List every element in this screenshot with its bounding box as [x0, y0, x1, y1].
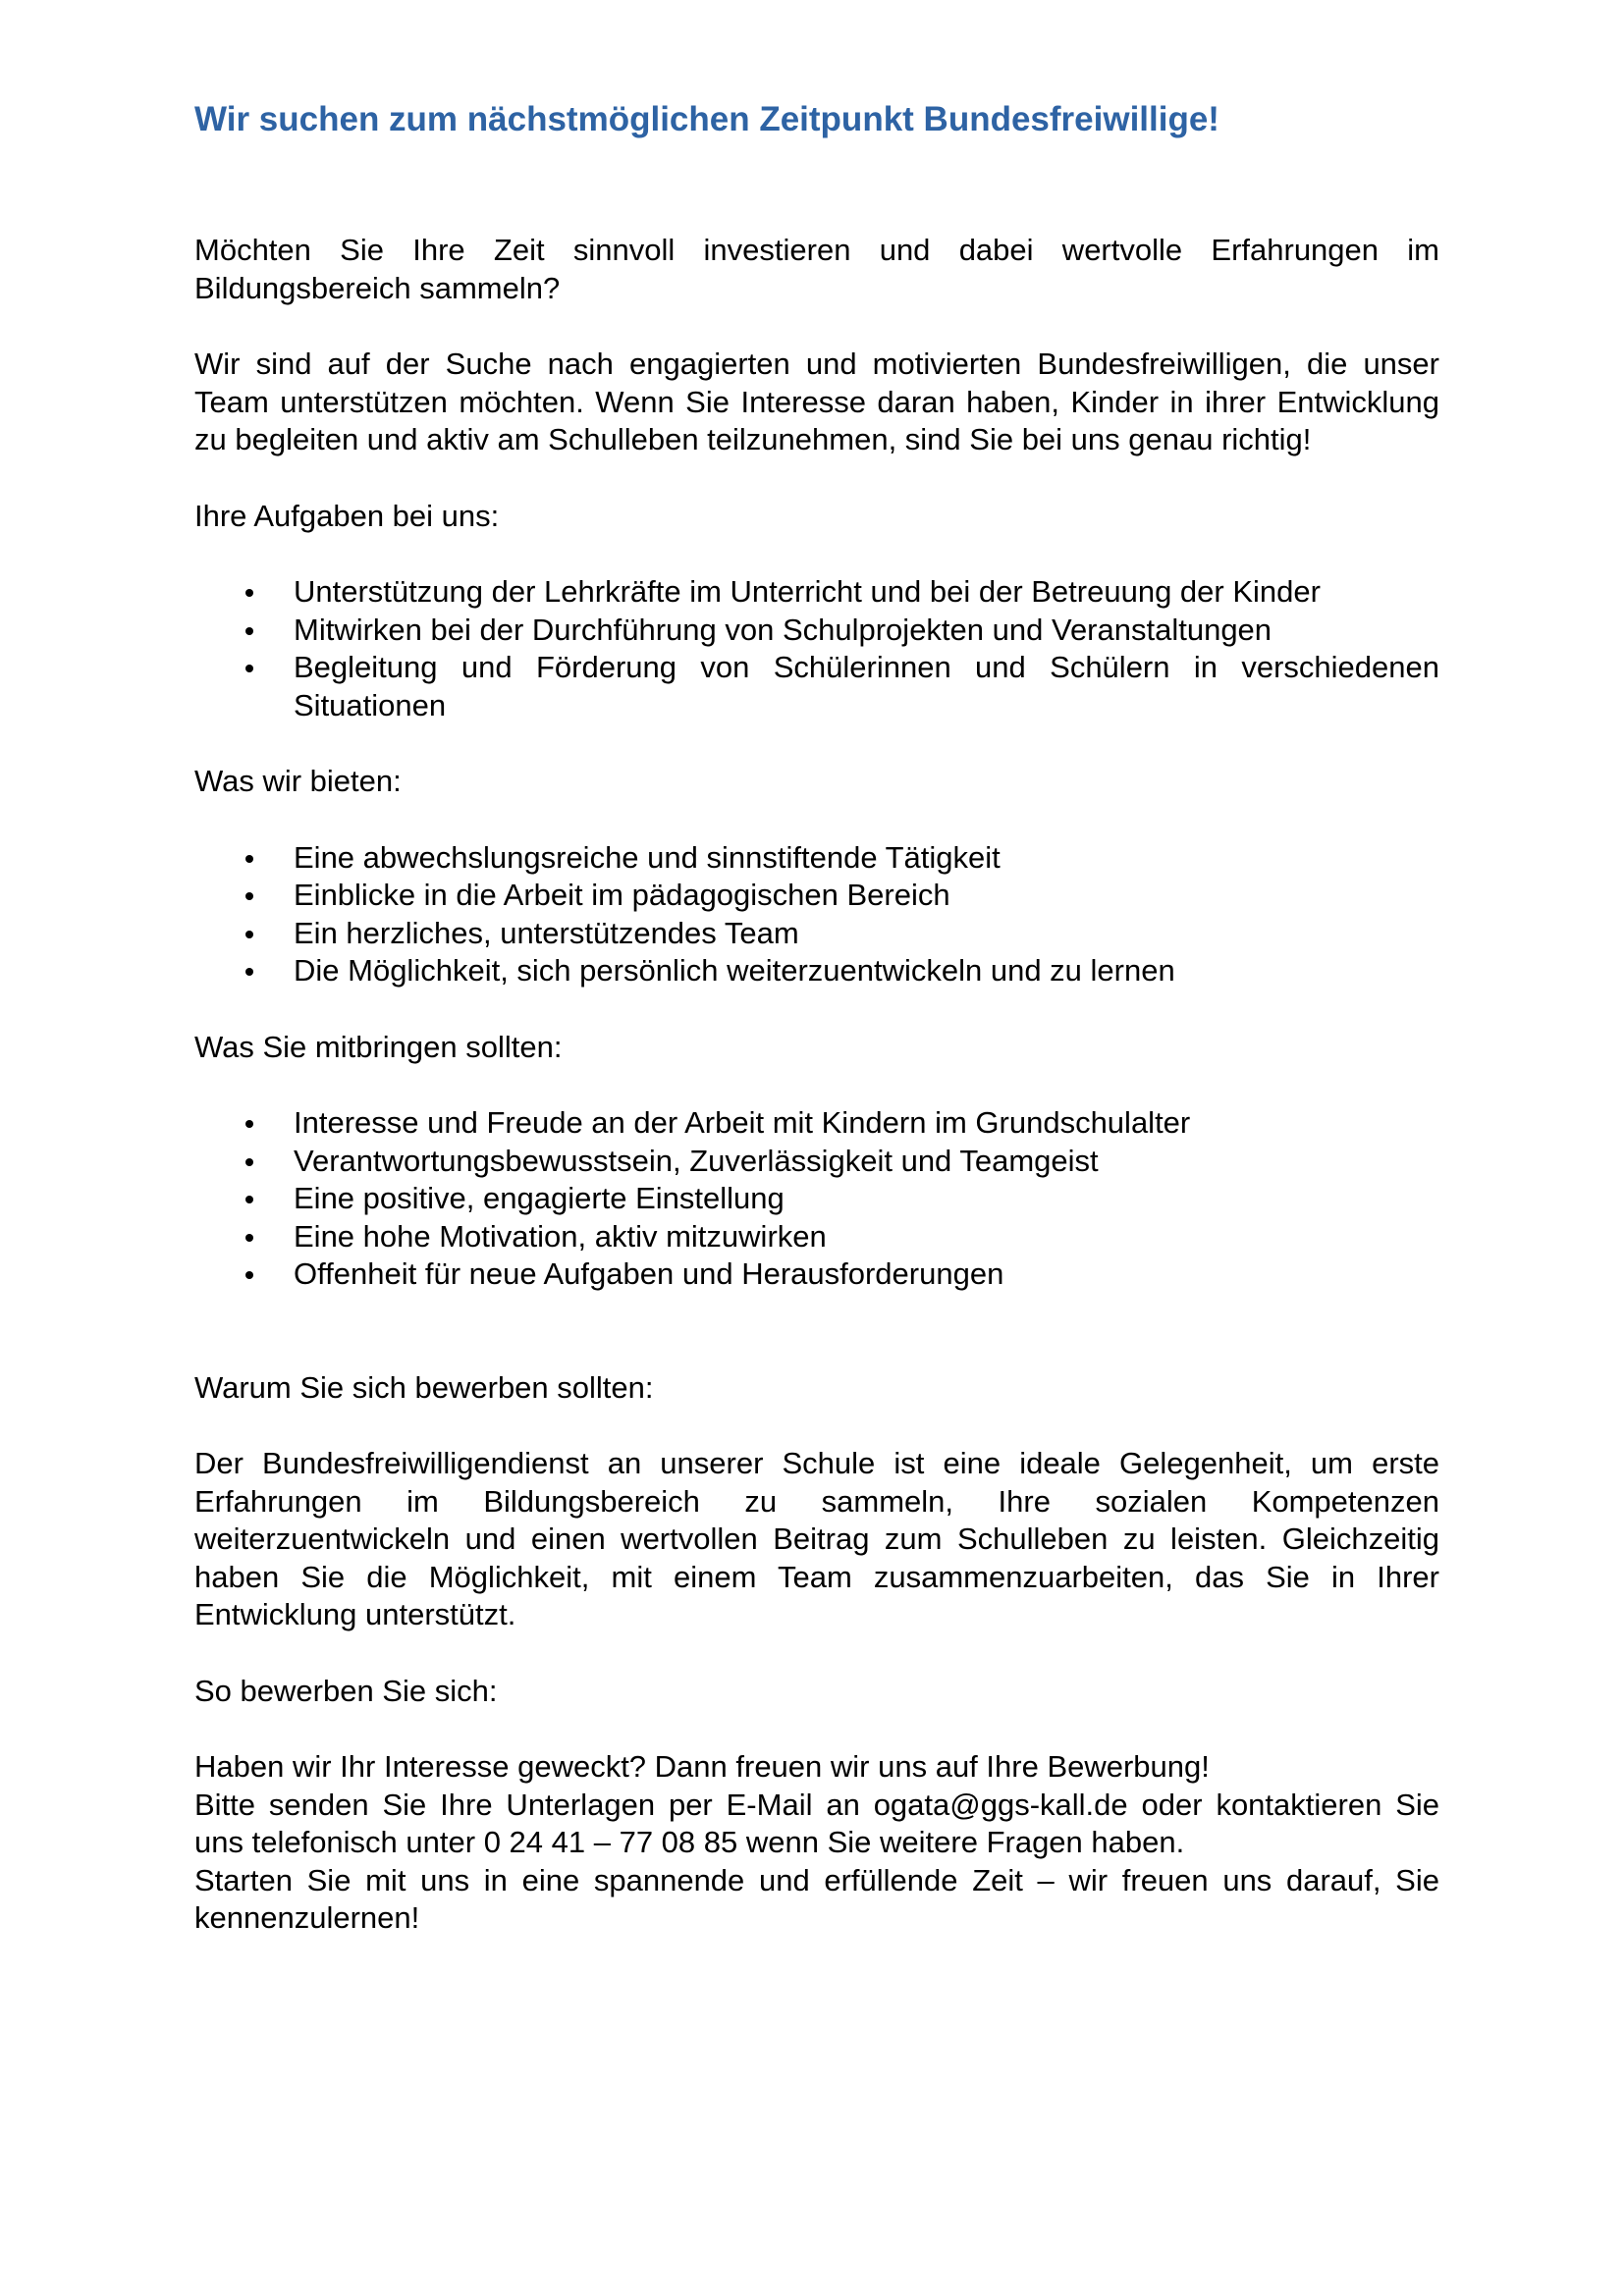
apply-heading: So bewerben Sie sich:	[194, 1673, 498, 1708]
spacer	[194, 1407, 1439, 1445]
offer-list	[194, 839, 1439, 990]
list-item: Mitwirken bei der Durchführung von Schulprojekten und Veranstaltungen	[194, 612, 1439, 650]
requirements-list	[194, 1104, 1439, 1294]
list-item: Ein herzliches, unterstützendes Team	[194, 915, 1439, 953]
list-item: Eine hohe Motivation, aktiv mitzuwirken	[194, 1218, 1439, 1256]
spacer	[194, 1710, 1439, 1748]
list-item: Eine abwechslungsreiche und sinnstiftende Tätigkeit	[194, 839, 1439, 878]
document-page	[194, 94, 1439, 1938]
spacer	[194, 307, 1439, 346]
document-title: Wir suchen zum nächstmöglichen Zeitpunkt Bundesfreiwillige!	[194, 100, 1219, 138]
spacer	[194, 1066, 1439, 1104]
apply-intro: Haben wir Ihr Interesse geweckt? Dann freuen wir uns auf Ihre Bewerbung!	[194, 1749, 1210, 1784]
spacer	[194, 724, 1439, 763]
email-link[interactable]: ogata@ggs-kall.de	[873, 1787, 1128, 1822]
bullet-icon	[245, 968, 253, 976]
spacer	[194, 801, 1439, 839]
bullet-icon	[245, 589, 253, 597]
intro-paragraph: Möchten Sie Ihre Zeit sinnvoll investieren und dabei wertvolle Erfahrungen im Bildungsbereich sammeln?	[194, 233, 1439, 305]
bullet-icon	[245, 1196, 253, 1203]
phone-number: 0 24 41 – 77 08 85	[483, 1825, 738, 1859]
bullet-icon	[245, 665, 253, 672]
bullet-icon	[245, 1158, 253, 1166]
spacer	[194, 145, 1439, 232]
spacer	[194, 990, 1439, 1029]
why-paragraph: Der Bundesfreiwilligendienst an unserer Schule ist eine ideale Gelegenheit, um erste Erfahrungen im Bildungsbereich zu sammeln, Ihre sozialen Kompetenzen weiterzuentwickeln und einen wertvollen Beitrag zum Schulleben zu leisten. Gleichzeitig haben Sie die Möglichkeit, mit einem Team zusammenzuarbeiten, das Sie in Ihrer Entwicklung unterstützt.	[194, 1446, 1439, 1631]
list-item: Begleitung und Förderung von Schülerinnen und Schülern in verschiedenen Situationen	[194, 649, 1439, 724]
spacer	[194, 535, 1439, 573]
list-item: Verantwortungsbewusstsein, Zuverlässigkeit und Teamgeist	[194, 1143, 1439, 1181]
bullet-icon	[245, 1120, 253, 1128]
apply-contact: Bitte senden Sie Ihre Unterlagen per E-Mail an ogata@ggs-kall.de oder kontaktieren Sie uns telefonisch unter 0 24 41 – 77 08 85 wenn Sie weitere Fragen haben.	[194, 1787, 1439, 1859]
spacer	[194, 459, 1439, 498]
bullet-icon	[245, 931, 253, 938]
list-item: Einblicke in die Arbeit im pädagogischen Bereich	[194, 877, 1439, 915]
search-paragraph: Wir sind auf der Suche nach engagierten und motivierten Bundesfreiwilligen, die unser Team unterstützen möchten. Wenn Sie Interesse daran haben, Kinder in ihrer Entwicklung zu begleiten und aktiv am Schulleben teilzunehmen, sind Sie bei uns genau richtig!	[194, 347, 1439, 456]
bullet-icon	[245, 892, 253, 900]
bullet-icon	[245, 1234, 253, 1242]
spacer	[194, 1634, 1439, 1673]
bullet-icon	[245, 855, 253, 863]
bullet-icon	[245, 627, 253, 635]
list-item: Eine positive, engagierte Einstellung	[194, 1180, 1439, 1218]
tasks-heading: Ihre Aufgaben bei uns:	[194, 498, 500, 533]
list-item: Die Möglichkeit, sich persönlich weiterzuentwickeln und zu lernen	[194, 952, 1439, 990]
bullet-icon	[245, 1271, 253, 1279]
tasks-list	[194, 573, 1439, 724]
apply-closing: Starten Sie mit uns in eine spannende und erfüllende Zeit – wir freuen uns darauf, Sie kennenzulernen!	[194, 1862, 1439, 1935]
list-item: Offenheit für neue Aufgaben und Herausforderungen	[194, 1255, 1439, 1294]
requirements-heading: Was Sie mitbringen sollten:	[194, 1029, 563, 1064]
spacer	[194, 1294, 1439, 1369]
list-item: Unterstützung der Lehrkräfte im Unterricht und bei der Betreuung der Kinder	[194, 573, 1439, 612]
list-item: Interesse und Freude an der Arbeit mit Kindern im Grundschulalter	[194, 1104, 1439, 1143]
offer-heading: Was wir bieten:	[194, 764, 402, 798]
why-heading: Warum Sie sich bewerben sollten:	[194, 1369, 654, 1405]
